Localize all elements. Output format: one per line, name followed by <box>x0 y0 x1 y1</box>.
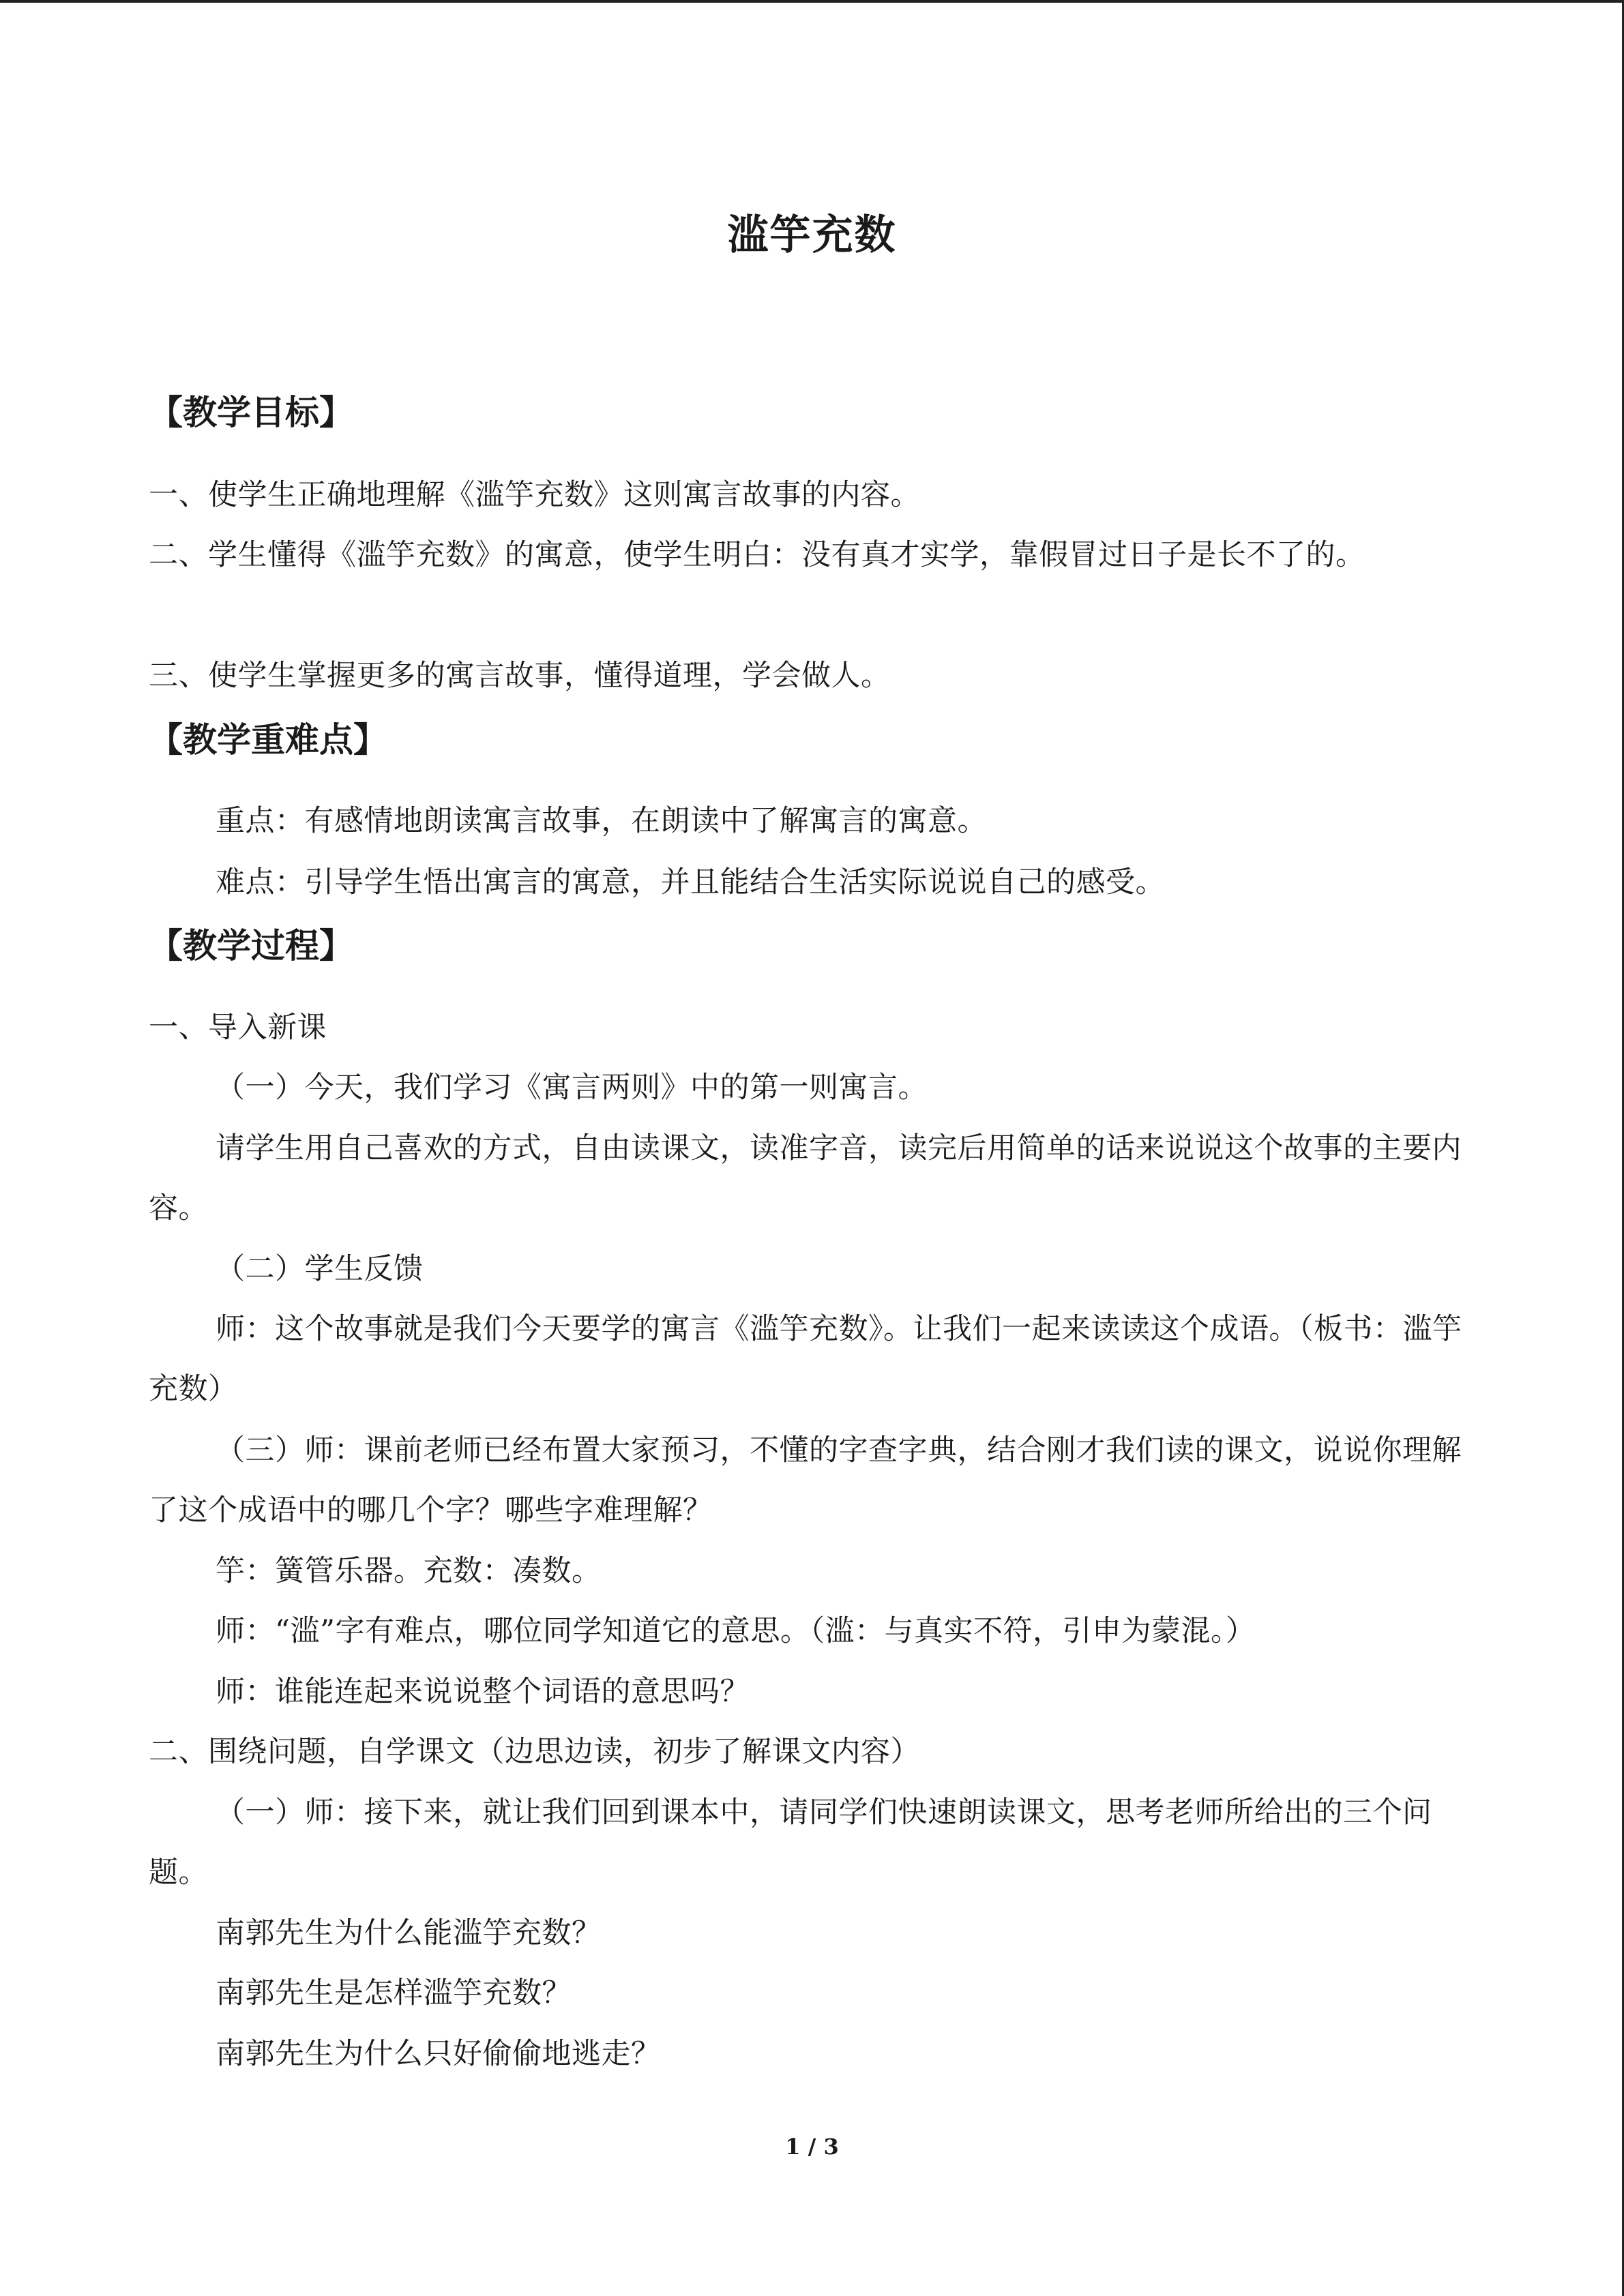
process-line: （一）师：接下来，就让我们回到课本中，请同学们快速朗读课文，思考老师所给出的三个问题。 <box>149 1795 1432 1890</box>
page-top-border <box>0 0 1624 3</box>
section-heading-key-points: 【教学重难点】 <box>149 720 387 760</box>
process-line: 请学生用自己喜欢的方式，自由读课文，读准字音，读完后用简单的话来说说这个故事的主要内容。 <box>149 1131 1462 1225</box>
section-heading-objectives: 【教学目标】 <box>149 393 353 432</box>
page-number: 1 / 3 <box>785 2134 839 2160</box>
process-line: 竽：簧管乐器。充数：凑数。 <box>216 1554 602 1588</box>
section-heading-process: 【教学过程】 <box>149 926 353 966</box>
question-item: 南郭先生是怎样滥竽充数？ <box>216 1976 572 2010</box>
process-line: （一）今天，我们学习《寓言两则》中的第一则寓言。 <box>216 1071 928 1105</box>
question-item: 南郭先生为什么只好偷偷地逃走？ <box>216 2037 661 2071</box>
objective-item: 三、使学生掌握更多的寓言故事，懂得道理，学会做人。 <box>149 659 891 693</box>
document-title: 滥竽充数 <box>727 211 897 259</box>
key-point-item: 重点：有感情地朗读寓言故事，在朗读中了解寓言的寓意。 <box>216 804 987 838</box>
process-step-heading: 一、导入新课 <box>149 1011 327 1045</box>
process-line: （三）师：课前老师已经布置大家预习，不懂的字查字典，结合刚才我们读的课文，说说你理解了这个成语中的哪几个字？哪些字难理解？ <box>149 1433 1462 1527</box>
process-line: 师：“滥”字有难点，哪位同学知道它的意思。（滥：与真实不符，引申为蒙混。） <box>216 1614 1256 1648</box>
process-line: 师：谁能连起来说说整个词语的意思吗？ <box>216 1675 750 1709</box>
objective-item: 二、学生懂得《滥竽充数》的寓意，使学生明白：没有真才实学，靠假冒过日子是长不了的。 <box>149 538 1365 572</box>
question-item: 南郭先生为什么能滥竽充数？ <box>216 1916 602 1950</box>
objective-item: 一、使学生正确地理解《滥竽充数》这则寓言故事的内容。 <box>149 478 920 512</box>
difficult-point-item: 难点：引导学生悟出寓言的寓意，并且能结合生活实际说说自己的感受。 <box>216 865 1165 899</box>
process-line: 师：这个故事就是我们今天要学的寓言《滥竽充数》。让我们一起来读读这个成语。（板书：滥竽充数） <box>149 1312 1462 1406</box>
process-step-heading: 二、围绕问题，自学课文（边思边读，初步了解课文内容） <box>149 1735 920 1769</box>
process-line: （二）学生反馈 <box>216 1252 424 1286</box>
